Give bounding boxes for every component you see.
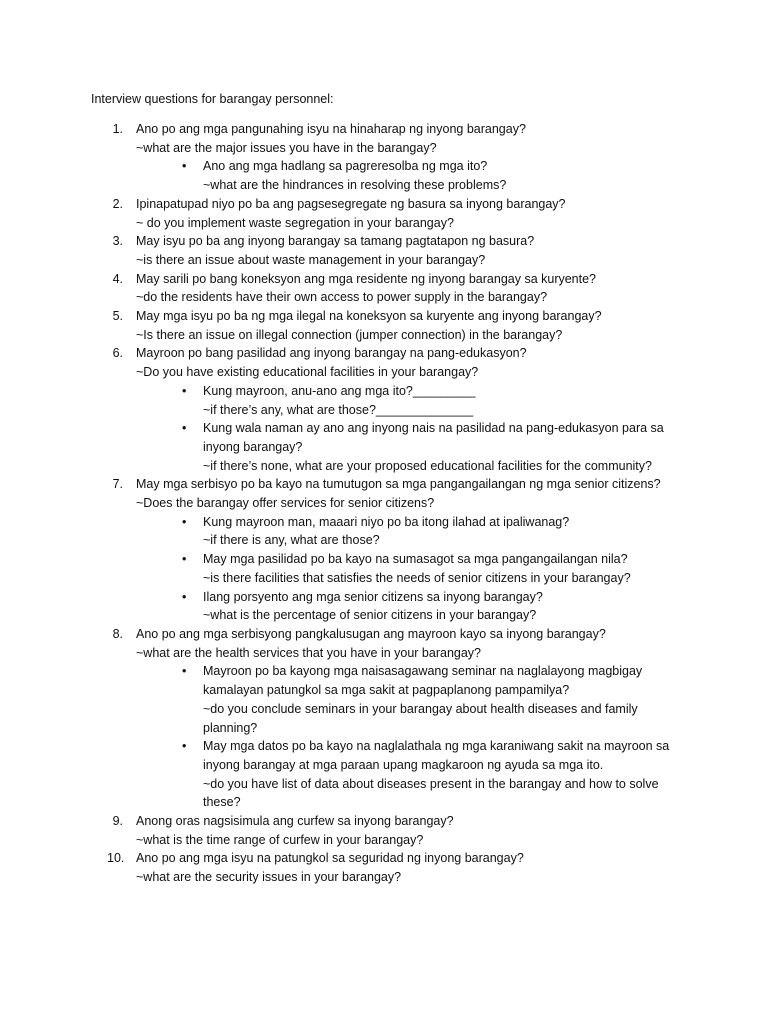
sub-question-translation: ~if there’s none, what are your proposed educational facilities for the community? [203, 458, 652, 473]
question-item [0, 195, 768, 232]
sub-question-text: Kung wala naman ay ano ang inyong nais na pasilidad na pang-edukasyon para sa inyong barangay? [203, 421, 664, 454]
question-number: 8. [112, 626, 123, 641]
question-number: 1. [112, 122, 123, 136]
sub-question-item [0, 588, 768, 625]
question-text: Mayroon po bang pasilidad ang inyong barangay na pang-edukasyon? [136, 346, 527, 361]
question-item [0, 475, 768, 625]
question-number: 4. [112, 271, 123, 286]
sub-question-translation: ~if there’s any, what are those?______________ [203, 402, 474, 417]
question-translation: ~Does the barangay offer services for senior citizens? [136, 496, 435, 511]
bullet-icon: • [182, 589, 187, 604]
question-item [0, 307, 768, 344]
question-text: Ano po ang mga pangunahing isyu na hinaharap ng inyong barangay? [136, 122, 526, 136]
question-translation: ~do the residents have their own access to power supply in the barangay? [136, 290, 548, 305]
question-number: 10. [107, 851, 125, 866]
question-list [0, 120, 768, 887]
question-item [0, 120, 768, 195]
sub-question-translation: ~do you have list of data about diseases present in the barangay and how to solve these? [203, 776, 659, 810]
question-translation: ~what are the security issues in your barangay? [136, 870, 402, 885]
question-translation: ~ do you implement waste segregation in your barangay? [136, 215, 454, 230]
question-item [0, 344, 768, 475]
bullet-icon: • [182, 159, 187, 174]
question-text: Anong oras nagsisimula ang curfew sa inyong barangay? [136, 814, 454, 829]
question-number: 3. [112, 234, 123, 249]
sub-question-text: Kung mayroon, anu-ano ang mga ito?_________ [203, 383, 476, 398]
sub-question-translation: ~is there facilities that satisfies the needs of senior citizens in your barangay? [203, 570, 631, 585]
sub-question-item [0, 419, 768, 475]
bullet-icon: • [182, 739, 187, 754]
sub-question-text: Kung mayroon man, maaari niyo po ba itong ilahad at ipaliwanag? [203, 514, 570, 529]
question-translation: ~is there an issue about waste management in your barangay? [136, 252, 486, 267]
sub-question-item [0, 737, 768, 812]
sub-question-text: May mga pasilidad po ba kayo na sumasagot sa mga pangangailangan nila? [203, 552, 628, 567]
question-number: 6. [112, 346, 123, 361]
question-text: May mga isyu po ba ng mga ilegal na koneksyon sa kuryente ang inyong barangay? [136, 309, 602, 324]
sub-question-text: Mayroon po ba kayong mga naisasagawang seminar na naglalayong magbigay kamalayan patungkol sa mga sakit at pagpaplanong pampamilya? [203, 664, 643, 698]
sub-question-text: Ilang porsyento ang mga senior citizens sa inyong barangay? [203, 589, 543, 604]
bullet-icon: • [182, 421, 187, 436]
sub-question-item [0, 662, 768, 737]
question-number: 9. [112, 814, 123, 829]
document-title: Interview questions for barangay personnel: [91, 92, 334, 106]
question-text: May isyu po ba ang inyong barangay sa tamang pagtatapon ng basura? [136, 234, 535, 249]
question-translation: ~what are the major issues you have in the barangay? [136, 140, 437, 155]
question-number: 2. [112, 196, 123, 211]
sub-question-translation: ~what is the percentage of senior citizens in your barangay? [203, 608, 537, 623]
question-text: May mga serbisyo po ba kayo na tumutugon sa mga pangangailangan ng mga senior citizens? [136, 477, 661, 492]
sub-question-translation: ~if there is any, what are those? [203, 533, 380, 548]
question-item [0, 270, 768, 307]
question-number: 5. [112, 309, 123, 324]
question-number: 7. [112, 477, 123, 492]
bullet-icon: • [182, 664, 187, 679]
question-text: May sarili po bang koneksyon ang mga residente ng inyong barangay sa kuryente? [136, 271, 597, 286]
sub-question-item [0, 550, 768, 587]
question-translation: ~what is the time range of curfew in your barangay? [136, 832, 424, 847]
sub-question-translation: ~do you conclude seminars in your barangay about health diseases and family planning? [203, 701, 638, 735]
sub-question-text: May mga datos po ba kayo na naglalathala ng mga karaniwang sakit na mayroon sa inyong barangay at mga paraan upang magkaroon ng ayuda sa mga ito. [203, 739, 670, 772]
question-translation: ~what are the health services that you have in your barangay? [136, 645, 482, 660]
question-item [0, 849, 768, 886]
bullet-icon: • [182, 514, 187, 529]
sub-question-item [0, 382, 768, 419]
question-translation: ~Do you have existing educational facilities in your barangay? [136, 365, 479, 380]
question-text: Ano po ang mga isyu na patungkol sa seguridad ng inyong barangay? [136, 851, 524, 866]
question-item [0, 812, 768, 849]
question-text: Ipinapatupad niyo po ba ang pagsesegregate ng basura sa inyong barangay? [136, 196, 566, 211]
sub-question-translation: ~what are the hindrances in resolving these problems? [203, 178, 507, 193]
sub-question-item [0, 157, 768, 194]
question-text: Ano po ang mga serbisyong pangkalusugan ang mayroon kayo sa inyong barangay? [136, 626, 606, 641]
question-item [0, 232, 768, 269]
bullet-icon: • [182, 552, 187, 567]
question-translation: ~Is there an issue on illegal connection (jumper connection) in the barangay? [136, 327, 563, 342]
sub-question-text: Ano ang mga hadlang sa pagreresolba ng mga ito? [203, 159, 488, 174]
bullet-icon: • [182, 383, 187, 398]
sub-question-item [0, 513, 768, 550]
question-item [0, 625, 768, 812]
